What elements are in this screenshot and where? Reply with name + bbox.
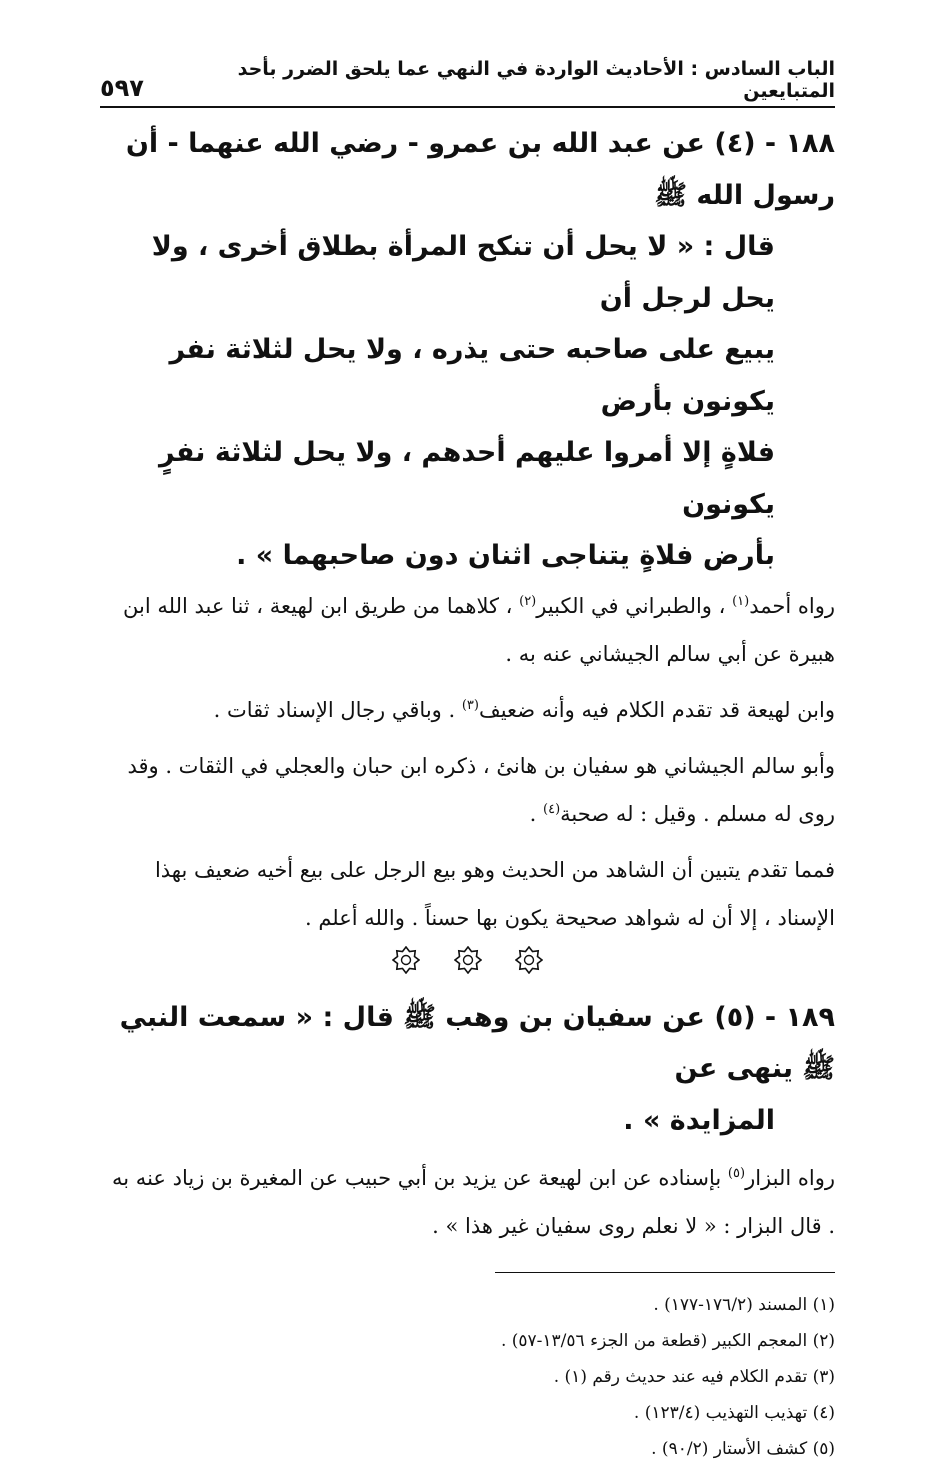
paragraph-text: . وباقي رجال الإسناد ثقات . (213, 697, 462, 722)
paragraph-text: بإسناده عن ابن لهيعة عن يزيد بن أبي حبيب عن المغيرة بن زياد عنه به . قال البزار : « لا نعلم روى سفيان غير هذا » . (112, 1166, 835, 1238)
hadith-189-line: المزايدة » . (623, 1104, 775, 1136)
footnote: (٥) كشف الأستار (٩٠/٢) . (651, 1439, 835, 1459)
source-paragraph (100, 1154, 835, 1250)
footnote-ref: (١) (732, 593, 750, 609)
paragraph-text: رواه البزار (745, 1166, 835, 1190)
footnote: (٢) المعجم الكبير (قطعة من الجزء ١٣/٥٦-٥٧) . (500, 1331, 835, 1351)
footnotes (100, 1287, 835, 1467)
eight-point-star-icon (392, 946, 420, 974)
hadith-189-line: ١٨٩ - (٥) عن سفيان بن وهب ﷺ قال : « سمعت النبي ﷺ ينهى عن (119, 1001, 835, 1084)
hadith-189 (100, 992, 835, 1147)
book-page (100, 58, 835, 1459)
footnote-ref: (٤) (543, 801, 561, 817)
footnote-ref: (٣) (461, 697, 479, 713)
footnote-separator (495, 1272, 835, 1273)
hadith-188-line: يبيع على صاحبه حتى يذره ، ولا يحل لثلاثة نفر يكونون بأرض (169, 334, 775, 417)
footnote-ref: (٢) (519, 593, 537, 609)
footnote: (١) المسند (١٧٦/٢-١٧٧) . (653, 1295, 835, 1315)
hadith-188-line: فلاةٍ إلا أمروا عليهم أحدهم ، ولا يحل لثلاثة نفرٍ يكونون (159, 437, 775, 520)
narrator-paragraph (100, 742, 835, 838)
hadith-188-line: بأرض فلاةٍ يتناجى اثنان دون صاحبهما » . (236, 540, 775, 571)
hadith-188-line: ١٨٨ - (٤) عن عبد الله بن عمرو - رضي الله عنهما - أن رسول الله ﷺ (125, 128, 835, 211)
eight-point-star-icon (515, 946, 543, 974)
running-header (100, 60, 835, 108)
footnote-ref: (٥) (727, 1166, 746, 1181)
paragraph-text: ، كلاهما من طريق ابن لهيعة ، ثنا عبد الله ابن هبيرة عن أبي سالم الجيشاني عنه به . (123, 593, 835, 666)
narrator-paragraph (100, 686, 835, 734)
page-number: ٥٩٧ (100, 74, 144, 102)
footnote: (٤) تهذيب التهذيب (١٢٣/٤) . (633, 1403, 835, 1423)
hadith-188 (100, 118, 835, 582)
paragraph-text: رواه أحمد (749, 593, 835, 618)
paragraph-text: . (529, 801, 544, 826)
section-divider (100, 946, 835, 986)
eight-point-star-icon (454, 946, 482, 974)
paragraph-text: وأبو سالم الجيشاني هو سفيان بن هانئ ، ذكره ابن حبان والعجلي في الثقات . وقد روى له مسلم . وقيل : له صحبة (127, 753, 835, 826)
paragraph-text: وابن لهيعة قد تقدم الكلام فيه وأنه ضعيف (478, 697, 835, 722)
source-paragraph (100, 582, 835, 678)
paragraph-text: ، والطبراني في الكبير (536, 593, 733, 618)
hadith-188-line: قال : « لا يحل أن تنكح المرأة بطلاق أخرى ، ولا يحل لرجل أن (151, 231, 775, 314)
chapter-title: الباب السادس : الأحاديث الواردة في النهي عما يلحق الضرر بأحد المتبايعين (237, 58, 835, 102)
footnote: (٣) تقدم الكلام فيه عند حديث رقم (١) . (553, 1367, 835, 1387)
conclusion-paragraph: فمما تقدم يتبين أن الشاهد من الحديث وهو بيع الرجل على بيع أخيه ضعيف بهذا الإسناد ، إلا أن له شواهد صحيحة يكون بها حسناً . والله أعلم . (154, 857, 835, 930)
